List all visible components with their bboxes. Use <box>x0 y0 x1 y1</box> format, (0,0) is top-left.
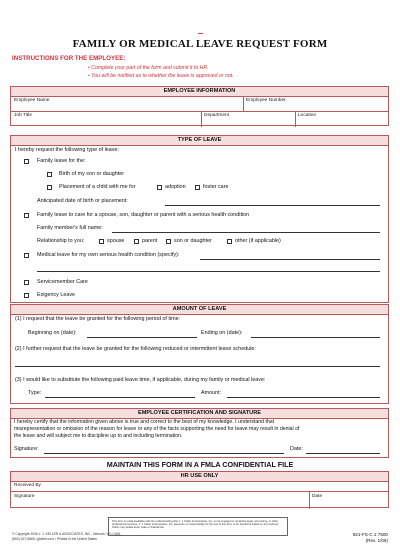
maintain-notice: MAINTAIN THIS FORM IN A FMLA CONFIDENTIAL FILE <box>106 460 294 469</box>
title-mark <box>198 33 203 34</box>
birth-label: Birth of my son or daughter <box>59 171 125 177</box>
copyright-line: © Copyright 2006 J. J. KELLER & ASSOCIATES, INC., Neenah, WI • USA <box>12 532 121 536</box>
servicemember-care-checkbox[interactable] <box>24 280 29 285</box>
family-care-label: Family leave to care for a spouse, son, daughter or parent with a serious health condition <box>37 212 250 218</box>
placement-checkbox[interactable] <box>47 185 52 190</box>
son-daughter-checkbox[interactable] <box>166 239 171 244</box>
medical-leave-checkbox[interactable] <box>24 253 29 258</box>
instructions-heading: INSTRUCTIONS FOR THE EMPLOYEE: <box>12 55 126 62</box>
date-field[interactable] <box>306 453 380 454</box>
anticipated-date-field[interactable] <box>165 205 380 206</box>
amount-item-3: (3) I would like to substitute the following paid leave time, if applicable, during my family or medical leave: <box>15 377 266 383</box>
family-member-name-label: Family member's full name: <box>37 225 103 231</box>
form-number <box>353 532 388 544</box>
medical-leave-field-2[interactable] <box>37 271 380 272</box>
employee-number-label: Employee Number <box>246 98 286 103</box>
anticipated-date-label: Anticipated date of birth or placement: <box>37 198 128 204</box>
legal-notice: This form is made available with the understanding that J. J. Keller & Associates, Inc. is not engaged in rendering legal, accounting, or other professional services. J. J. Keller & Associates, Inc. assumes no responsibility for the use of this form or for decisions based on an employer which may violate local, state or federal law. <box>108 517 288 536</box>
exigency-leave-checkbox[interactable] <box>24 293 29 298</box>
hr-signature-label: Signature <box>14 494 35 499</box>
job-title-label: Job Title <box>14 113 32 118</box>
amount-item-2: (2) I further request that the leave be granted for the following reduced or intermittent leave schedule: <box>15 346 256 352</box>
spouse-checkbox[interactable] <box>99 239 104 244</box>
medical-leave-label: Medical leave for my own serious health condition (specify): <box>37 252 180 258</box>
type-label: Type: <box>28 390 42 396</box>
exigency-leave-label: Exigency Leave <box>37 292 76 298</box>
family-leave-label: Family leave for the: <box>37 158 86 164</box>
parent-checkbox[interactable] <box>134 239 139 244</box>
instruction-item: • You will be notified as to whether the leave is approved or not. <box>88 73 234 79</box>
date-label: Date: <box>290 446 303 452</box>
foster-care-checkbox[interactable] <box>195 185 200 190</box>
ending-date-field[interactable] <box>251 337 380 338</box>
certification-text-line: I hereby certify that the information given above is true and correct to the best of my knowledge. I understand that <box>14 419 275 425</box>
amount-item-1: (1) I request that the leave be granted for the following period of time: <box>15 316 181 322</box>
employee-information-section <box>10 86 389 126</box>
signature-field[interactable] <box>44 453 284 454</box>
adoption-checkbox[interactable] <box>157 185 162 190</box>
ending-date-label: Ending on (date): <box>201 330 243 336</box>
section-heading: EMPLOYEE INFORMATION <box>11 87 388 97</box>
family-member-name-field[interactable] <box>112 232 380 233</box>
section-heading: HR USE ONLY <box>11 472 388 482</box>
section-heading: EMPLOYEE CERTIFICATION AND SIGNATURE <box>11 409 388 419</box>
servicemember-care-label: Servicemember Care <box>37 279 88 285</box>
other-checkbox[interactable] <box>227 239 232 244</box>
birth-checkbox[interactable] <box>47 172 52 177</box>
type-field[interactable] <box>45 397 195 398</box>
instruction-item: • Complete your part of the form and submit it to HR. <box>88 65 209 71</box>
certification-text-line: misrepresentation or omission of the reason for leave or any of the facts supporting the need for leave may result in denial of <box>14 426 300 432</box>
department-label: Department <box>204 113 230 118</box>
copyright-line: (800) 327-6868 • jjkeller.com • Printed in the United States <box>12 537 97 541</box>
received-by-label: Received By <box>14 483 41 488</box>
placement-label: Placement of a child with me for <box>59 184 136 190</box>
leave-intro: I hereby request the following type of leave: <box>15 147 119 153</box>
relationship-label: Relationship to you: <box>37 238 85 244</box>
beginning-date-label: Beginning on (date): <box>28 330 77 336</box>
hr-use-section <box>10 471 389 508</box>
location-label: Location <box>298 113 317 118</box>
parent-label: parent <box>142 238 158 244</box>
form-title: FAMILY OR MEDICAL LEAVE REQUEST FORM <box>72 38 328 50</box>
schedule-field[interactable] <box>15 366 380 367</box>
family-leave-checkbox[interactable] <box>24 159 29 164</box>
foster-care-label: foster care <box>203 184 229 190</box>
family-care-checkbox[interactable] <box>24 213 29 218</box>
adoption-label: adoption <box>165 184 186 190</box>
medical-leave-field[interactable] <box>200 259 380 260</box>
amount-label: Amount: <box>201 390 222 396</box>
amount-field[interactable] <box>227 397 380 398</box>
beginning-date-field[interactable] <box>87 337 197 338</box>
spouse-label: spouse <box>107 238 125 244</box>
section-heading: TYPE OF LEAVE <box>11 136 388 146</box>
section-heading: AMOUNT OF LEAVE <box>11 305 388 315</box>
hr-date-label: Date <box>312 494 323 499</box>
form-number-code: 921-FS-C 2 7500 <box>352 532 388 537</box>
other-label: other (if applicable) <box>235 238 281 244</box>
signature-label: Signature: <box>14 446 39 452</box>
form-revision: (Rev. 1/09) <box>365 538 388 543</box>
son-daughter-label: son or daughter <box>174 238 212 244</box>
certification-text-line: the leave and will subject me to discipline up to and including termination. <box>14 433 183 439</box>
employee-name-label: Employee Name <box>14 98 50 103</box>
